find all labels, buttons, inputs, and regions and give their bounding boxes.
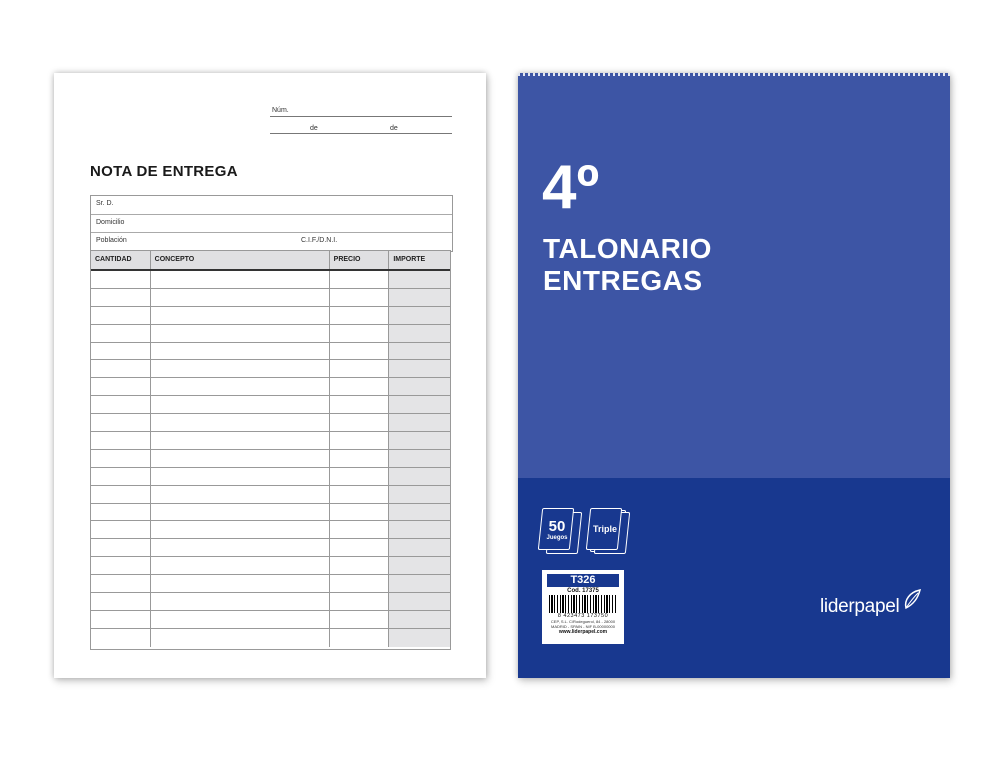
table-cell [151, 325, 330, 342]
table-cell [389, 396, 450, 413]
table-row [91, 629, 450, 647]
table-row [91, 360, 450, 378]
cover-bottom-band [518, 478, 950, 678]
copy-type: Triple [592, 524, 617, 534]
column-header-concepto: CONCEPTO [151, 251, 330, 269]
table-cell [91, 450, 151, 467]
table-cell [389, 450, 450, 467]
cif-label: C.I.F./D.N.I. [301, 237, 338, 244]
table-cell [151, 289, 330, 306]
table-cell [151, 360, 330, 377]
table-cell [389, 289, 450, 306]
table-cell [91, 521, 151, 538]
table-cell [389, 343, 450, 360]
table-row [91, 504, 450, 522]
table-cell [91, 504, 151, 521]
table-cell [151, 450, 330, 467]
date-line [270, 117, 452, 134]
table-row [91, 593, 450, 611]
table-cell [151, 343, 330, 360]
table-cell [330, 629, 390, 647]
table-row [91, 486, 450, 504]
client-row-domicilio [91, 215, 452, 234]
table-cell [389, 539, 450, 556]
table-cell [151, 396, 330, 413]
items-table-body [91, 271, 450, 649]
delivery-note-sheet [54, 73, 486, 678]
table-cell [389, 271, 450, 288]
table-cell [91, 396, 151, 413]
table-cell [151, 504, 330, 521]
table-cell [151, 271, 330, 288]
table-row [91, 539, 450, 557]
column-header-cantidad: CANTIDAD [91, 251, 151, 269]
table-cell [91, 629, 151, 647]
sr-label: Sr. D. [96, 200, 114, 207]
table-row [91, 289, 450, 307]
maker-line-1: CEP, S.L. C/Rodeguerol, 84 - 28000 [550, 619, 616, 624]
table-cell [389, 468, 450, 485]
table-cell [389, 432, 450, 449]
table-cell [330, 378, 390, 395]
table-cell [151, 414, 330, 431]
table-cell [330, 575, 390, 592]
table-cell [91, 593, 151, 610]
table-cell [91, 468, 151, 485]
table-cell [330, 343, 390, 360]
table-cell [330, 486, 390, 503]
table-cell [389, 504, 450, 521]
table-cell [151, 593, 330, 610]
number-label: Núm. [272, 107, 289, 114]
number-date-block [270, 103, 452, 134]
column-header-importe: IMPORTE [393, 256, 426, 263]
table-row [91, 307, 450, 325]
table-row [91, 396, 450, 414]
client-info-box [90, 195, 453, 252]
table-cell [91, 289, 151, 306]
spiral-binding [518, 73, 950, 76]
table-cell [330, 611, 390, 628]
table-cell [91, 343, 151, 360]
table-cell [330, 414, 390, 431]
table-cell [91, 432, 151, 449]
table-cell [330, 468, 390, 485]
table-cell [330, 307, 390, 324]
table-cell [389, 307, 450, 324]
table-cell [91, 307, 151, 324]
table-cell [330, 557, 390, 574]
table-cell [389, 414, 450, 431]
items-table-header [91, 251, 450, 271]
table-cell [91, 360, 151, 377]
table-cell [151, 521, 330, 538]
poblacion-label: Población [96, 237, 127, 244]
table-cell [91, 486, 151, 503]
table-row [91, 432, 450, 450]
table-cell [330, 396, 390, 413]
sets-count-icon [540, 508, 578, 552]
date-de-label-2: de [390, 125, 398, 132]
table-cell [330, 432, 390, 449]
table-cell [151, 486, 330, 503]
sets-count: 50 [548, 518, 566, 535]
table-cell [330, 504, 390, 521]
table-cell [389, 378, 450, 395]
table-cell [330, 289, 390, 306]
table-cell [91, 271, 151, 288]
table-row [91, 468, 450, 486]
table-cell [389, 611, 450, 628]
sets-unit: Juegos [546, 535, 568, 541]
table-cell [330, 539, 390, 556]
table-cell [151, 468, 330, 485]
table-cell [389, 575, 450, 592]
client-row-sr [91, 196, 452, 215]
table-cell [330, 360, 390, 377]
column-header-precio: PRECIO [330, 251, 390, 269]
table-cell [389, 557, 450, 574]
table-row [91, 611, 450, 629]
table-cell [389, 486, 450, 503]
table-cell [91, 575, 151, 592]
table-cell [151, 575, 330, 592]
table-cell [151, 539, 330, 556]
table-cell [151, 378, 330, 395]
table-cell [151, 611, 330, 628]
cover-title [543, 233, 712, 297]
pad-cover [518, 73, 950, 678]
table-cell [91, 325, 151, 342]
table-row [91, 271, 450, 289]
cover-title-line-2: ENTREGAS [543, 265, 703, 296]
client-row-poblacion [91, 233, 452, 251]
table-row [91, 325, 450, 343]
product-label [542, 570, 624, 644]
table-cell [91, 378, 151, 395]
triple-copy-icon [588, 508, 626, 552]
brand-part-a: lider [820, 596, 855, 617]
table-row [91, 414, 450, 432]
product-code: T326 [547, 574, 619, 587]
date-de-label-1: de [310, 125, 318, 132]
table-cell [151, 557, 330, 574]
table-row [91, 450, 450, 468]
website: www.liderpapel.com [558, 629, 608, 635]
product-cod: Cod. 17375 [567, 588, 599, 594]
form-title: NOTA DE ENTREGA [90, 163, 238, 180]
table-row [91, 575, 450, 593]
maker-line-2: MADRID - SPAIN - NIF B-00000000 [551, 624, 615, 629]
table-cell [330, 325, 390, 342]
table-cell [389, 521, 450, 538]
table-cell [330, 521, 390, 538]
table-cell [91, 539, 151, 556]
table-cell [151, 432, 330, 449]
table-cell [151, 629, 330, 647]
table-cell [389, 325, 450, 342]
table-row [91, 557, 450, 575]
barcode [549, 595, 617, 613]
table-cell [389, 629, 450, 647]
table-cell [389, 593, 450, 610]
brand-logo [820, 596, 899, 618]
table-cell [151, 307, 330, 324]
table-cell [330, 271, 390, 288]
cover-title-line-1: TALONARIO [543, 233, 712, 264]
cover-size-number: 4º [542, 153, 600, 222]
leaf-icon [902, 588, 922, 610]
table-cell [330, 593, 390, 610]
table-cell [91, 414, 151, 431]
items-table [90, 250, 451, 650]
table-cell [389, 360, 450, 377]
table-cell [91, 557, 151, 574]
brand-part-b: papel [854, 596, 900, 617]
table-cell [330, 450, 390, 467]
table-cell [91, 611, 151, 628]
table-row [91, 378, 450, 396]
number-line [270, 103, 452, 117]
table-row [91, 343, 450, 361]
ean-number: 8 423473 173750 [557, 613, 609, 619]
domicilio-label: Domicilio [96, 218, 125, 226]
table-row [91, 521, 450, 539]
